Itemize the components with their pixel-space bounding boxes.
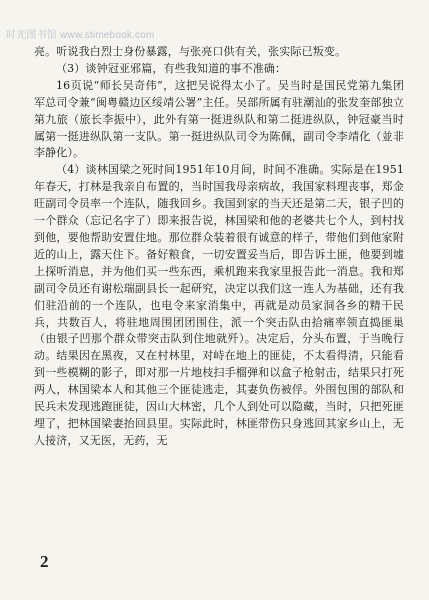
watermark: 时光图书馆 www.stimebook.com xyxy=(6,30,155,41)
body-text xyxy=(34,44,404,450)
paragraph: 亮。听说我白烈士身份暴露，与张亮口供有关，张实际已叛变。 xyxy=(34,45,347,58)
paragraph: （3）谈钟冠亚邪篇，有些我知道的事不准确： xyxy=(56,61,287,75)
paragraph: （4）谈林国梁之死时间1951年10月间，时间不准确。实际是在1951年春天，打林是我亲自布置的，当时国我母亲病故，我国家料理丧事，郑金旺副司令员率一个连队，随我回乡。我国到家的当天还是第二天，银子凹的一个群众（忘记名字了）即来报告说，林国梁和他的老婆共七个人，到村找到他，要他帮助安置住地。那位群众装着很有诚意的样子，带他们到他家附近的山上，露天住下。备好粮食，一切安置妥当后，即告诉土匪，他要到墟上探听消息，并为他们买一些东西，乘机跑来我家里报告此一消息。我和郑副司令员还有谢松瑞副县长一起研究，决定以我们这一连人为基础，还有我们驻沿前的一个连队，也电令来家消集中，再就是动员家洞各乡的精干民兵，共数百人，将驻地周围团团围住，派一个突击队由拾痛率领直捣匪巢（由银子凹那个群众带突击队到住地就歼）。决定后，分头布置，于当晚行动。结果因在黑夜，又在村林里，对峙在地上的匪徒，不太看得清，只能看到一些模糊的影子，即对那一片地枝扫手榴弹和以盒子枪射击，结果只打死两人，林国梁本人和其他三个匪徒逃走，其妻负伤被俘。外围包围的部队和民兵未发现逃跑匪徒，因山大林密，几个人到处可以隐藏，当时，只把死匪埋了，把林国梁妻抬回县里。实际此时，林匪带伤只身逃回其家乡山上，无人接济，又无医，无药，无 xyxy=(34,163,404,447)
page-number: 2 xyxy=(40,552,49,571)
paragraph: 16页说“师长吴奇伟”，这把吴说得太小了。吴当时是国民党第九集团军总司令兼“闽粤赣边区绥靖公署”主任。吴部所属有驻潮汕的张发奎部独立第九旅（旅长李振中），此外有第一挺进纵队和第二挺进纵队，钟冠豪当时属第一挺进纵队第一支队。第一挺进纵队司令为陈佩，副司令李靖化（並非李静化）。 xyxy=(34,78,404,160)
